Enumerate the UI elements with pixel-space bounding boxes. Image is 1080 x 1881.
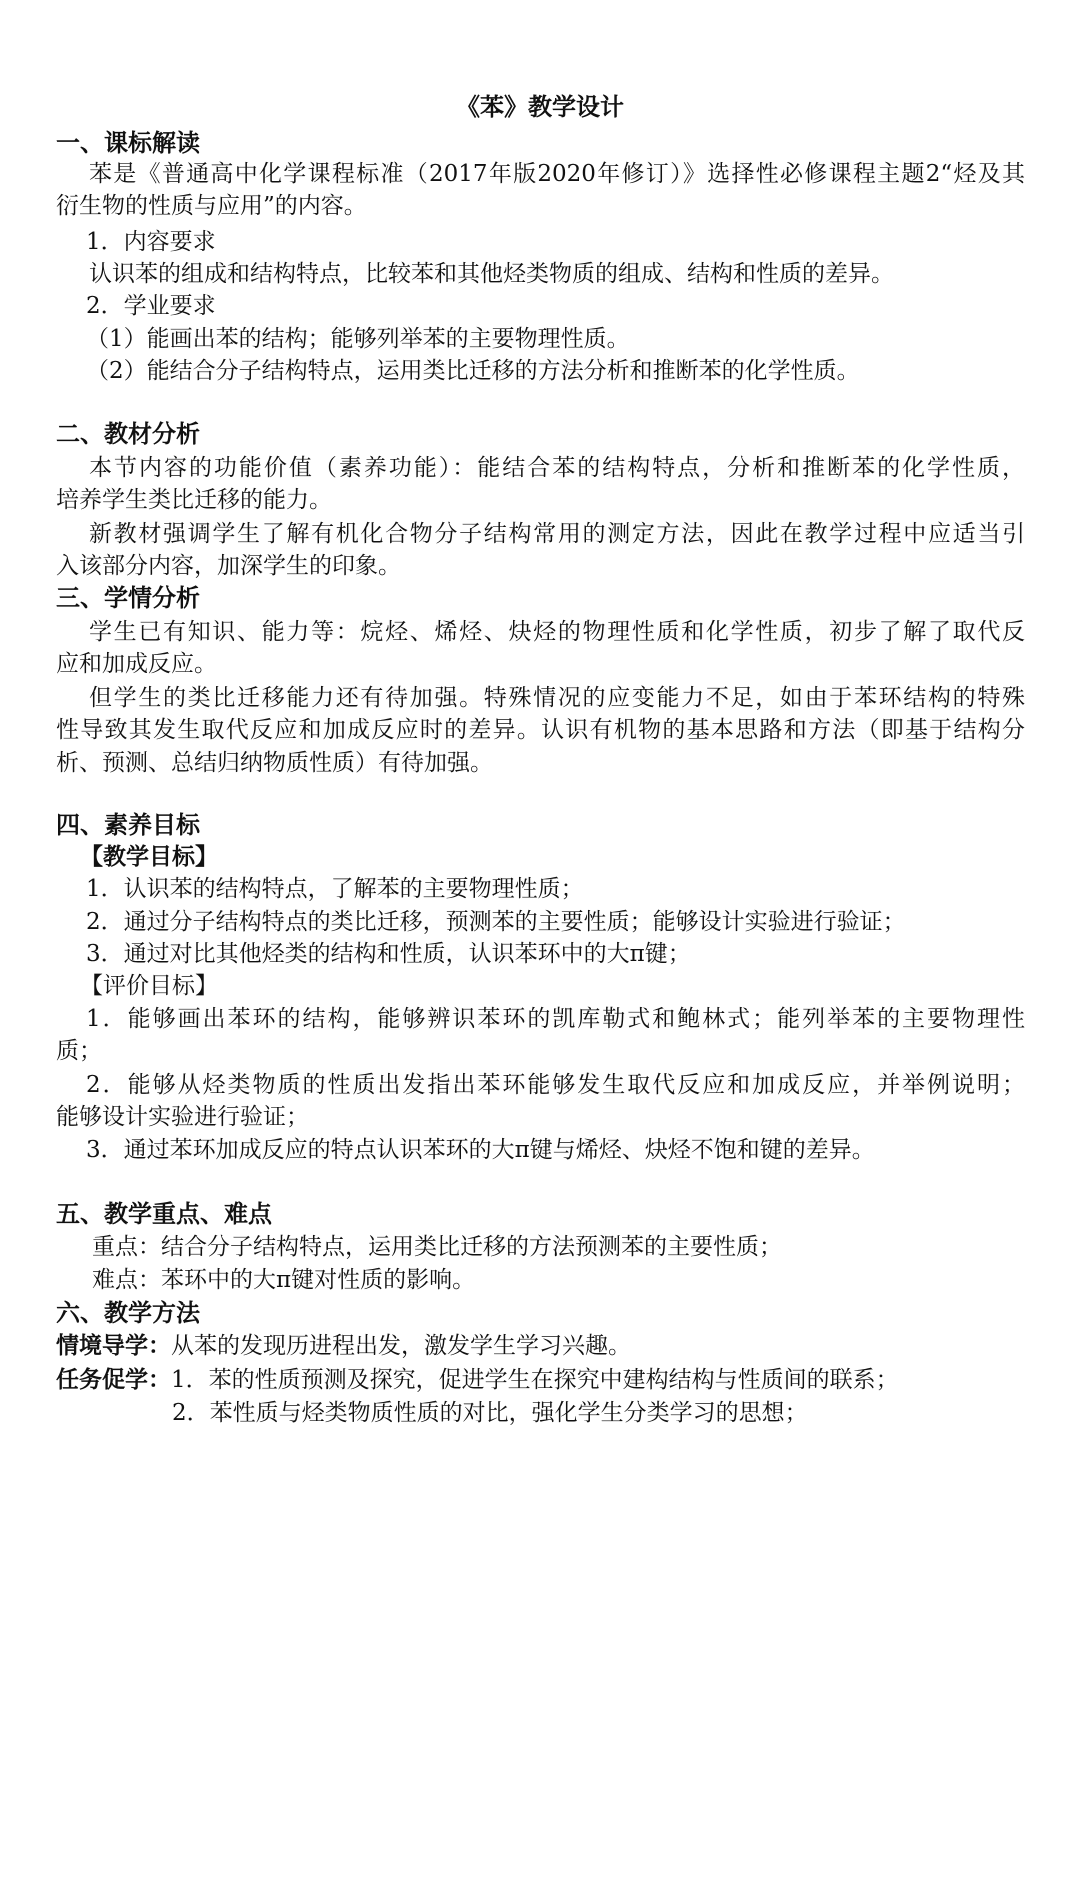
section-heading-goals: 四、素养目标 (56, 810, 200, 839)
list-item: 3．通过苯环加成反应的特点认识苯环的大π键与烯烃、炔烃不饱和键的差异。 (86, 1137, 875, 1163)
list-item: 3．通过对比其他烃类的结构和性质，认识苯环中的大π键； (86, 941, 691, 967)
list-item-continued: 质； (56, 1038, 102, 1064)
document-title: 《苯》教学设计 (456, 92, 624, 121)
paragraph-line: 学生已有知识、能力等：烷烃、烯烃、炔烃的物理性质和化学性质，初步了解了取代反 (89, 619, 1025, 645)
paragraph-line: 苯是《普通高中化学课程标准（2017年版2020年修订）》选择性必修课程主题2“烃及其 (89, 161, 1025, 187)
paragraph-line: 培养学生类比迁移的能力。 (56, 487, 332, 513)
paragraph-line: 认识苯的组成和结构特点，比较苯和其他烃类物质的组成、结构和性质的差异。 (89, 261, 894, 287)
list-item-heading: 1．内容要求 (86, 229, 216, 255)
method-label: 任务促学： (56, 1366, 171, 1393)
paragraph-line: 但学生的类比迁移能力还有待加强。特殊情况的应变能力不足，如由于苯环结构的特殊 (89, 685, 1025, 711)
paragraph-line: 新教材强调学生了解有机化合物分子结构常用的测定方法，因此在教学过程中应适当引 (89, 521, 1025, 547)
list-item: 1．能够画出苯环的结构，能够辨识苯环的凯库勒式和鲍林式；能列举苯的主要物理性 (86, 1006, 1025, 1032)
section-heading-material: 二、教材分析 (56, 419, 200, 448)
list-item: （1）能画出苯的结构；能够列举苯的主要物理性质。 (86, 326, 630, 352)
method-text: 从苯的发现历进程出发，激发学生学习兴趣。 (171, 1333, 631, 1359)
section-heading-methods: 六、教学方法 (56, 1298, 200, 1327)
list-item-continued: 能够设计实验进行验证； (56, 1104, 309, 1130)
method-line (56, 1330, 1026, 1362)
list-item: 2．能够从烃类物质的性质出发指出苯环能够发生取代反应和加成反应，并举例说明； (86, 1072, 1025, 1098)
paragraph-line: 入该部分内容，加深学生的印象。 (56, 553, 401, 579)
section-heading-learners: 三、学情分析 (56, 583, 200, 612)
paragraph-line: 衍生物的性质与应用”的内容。 (56, 193, 367, 219)
method-line (56, 1364, 1026, 1396)
key-point: 重点：结合分子结构特点，运用类比迁移的方法预测苯的主要性质； (92, 1234, 782, 1260)
paragraph-line: 析、预测、总结归纳物质性质）有待加强。 (56, 750, 493, 776)
paragraph-line: 应和加成反应。 (56, 651, 217, 677)
list-item: （2）能结合分子结构特点，运用类比迁移的方法分析和推断苯的化学性质。 (86, 358, 860, 384)
method-text: 1．苯的性质预测及探究，促进学生在探究中建构结构与性质间的联系； (171, 1367, 899, 1393)
method-label: 情境导学： (56, 1332, 171, 1359)
list-item: 2．通过分子结构特点的类比迁移，预测苯的主要性质；能够设计实验进行验证； (86, 909, 906, 935)
subheading-evaluation-goals: 【评价目标】 (80, 973, 218, 999)
subheading-teaching-goals: 【教学目标】 (80, 843, 218, 870)
difficult-point: 难点：苯环中的大π键对性质的影响。 (92, 1267, 476, 1293)
paragraph-line: 本节内容的功能价值（素养功能）：能结合苯的结构特点，分析和推断苯的化学性质， (89, 455, 1025, 481)
section-heading-standards: 一、课标解读 (56, 128, 200, 157)
method-text-continued: 2．苯性质与烃类物质性质的对比，强化学生分类学习的思想； (172, 1400, 808, 1426)
section-heading-key-points: 五、教学重点、难点 (56, 1199, 272, 1228)
list-item-heading: 2．学业要求 (86, 293, 216, 319)
paragraph-line: 性导致其发生取代反应和加成反应时的差异。认识有机物的基本思路和方法（即基于结构分 (56, 717, 1025, 743)
list-item: 1．认识苯的结构特点，了解苯的主要物理性质； (86, 876, 584, 902)
